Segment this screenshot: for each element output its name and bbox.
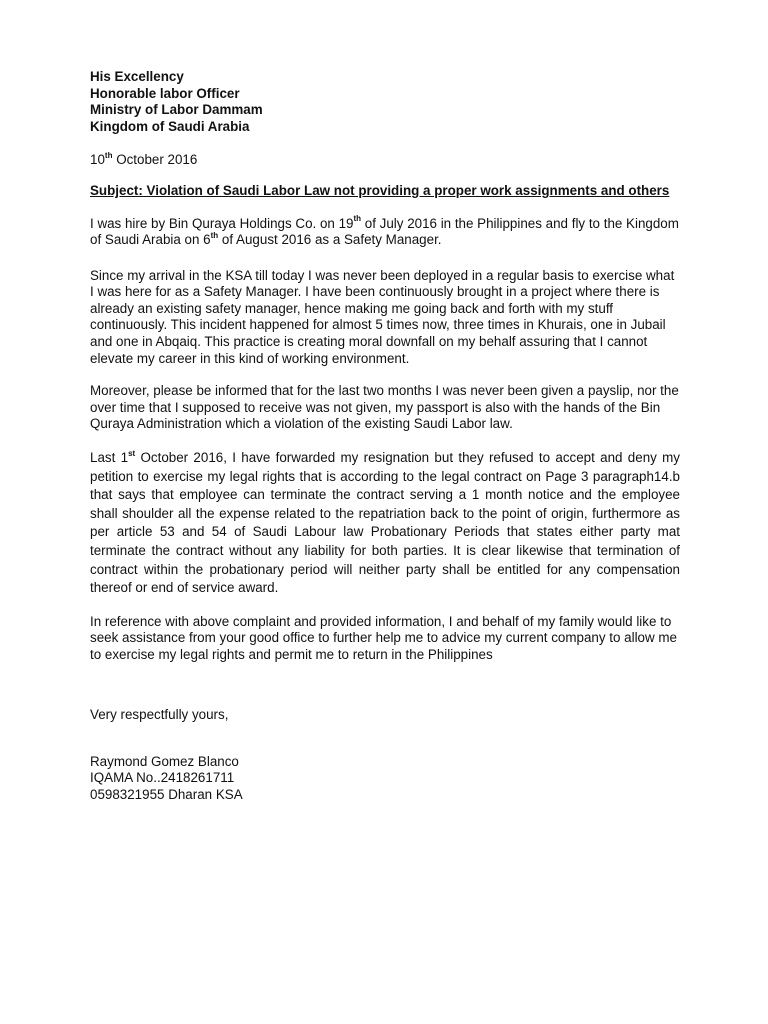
recipient-block bbox=[90, 69, 680, 135]
ordinal-suffix: th bbox=[353, 214, 362, 224]
recipient-country: Kingdom of Saudi Arabia bbox=[90, 118, 250, 134]
contact-line: 0598321955 Dharan KSA bbox=[90, 786, 243, 802]
recipient-officer: Honorable labor Officer bbox=[90, 85, 240, 101]
paragraph-employment bbox=[90, 216, 680, 249]
letter-body bbox=[90, 69, 680, 803]
paragraph-resignation bbox=[90, 449, 680, 598]
letter-date bbox=[90, 152, 680, 168]
signer-name: Raymond Gomez Blanco bbox=[90, 754, 239, 770]
closing-line: Very respectfully yours, bbox=[90, 706, 229, 722]
recipient-title: His Excellency bbox=[90, 69, 184, 84]
paragraph-resignation-part-b: October 2016, I have forwarded my resignation but they refused to accept and deny my petition to exercise my legal rights that is according to the legal contract on Page 3 paragraph14.b that says that employee can terminate the contract serving a 1 month notice and the employee shall shoulder all the expense related to the repatriation back to the point of origin, furthermore as per article 53 and 54 of Saudi Labour law Probationary Periods that states either party mat terminate the contract without any liability for both parties. It is clear likewise that termination of contract within the probationary period will neither party shall be entitled for any compensation thereof or end of service award. bbox=[90, 450, 680, 596]
signature-block bbox=[90, 754, 680, 803]
subject-line: Subject: Violation of Saudi Labor Law not providing a proper work assignments and others bbox=[90, 183, 670, 198]
date-day: 10 bbox=[90, 152, 105, 167]
paragraph-payslip: Moreover, please be informed that for the last two months I was never been given a payslip, nor the over time that I supposed to receive was not given, my passport is also with the hands of the Bin Quraya Administration which a violation of the existing Saudi Labor law. bbox=[90, 383, 679, 432]
paragraph-request: In reference with above complaint and provided information, I and behalf of my family would like to seek assistance from your good office to further help me to advice my current company to allow me to exercise my legal rights and permit me to return in the Philippines bbox=[90, 613, 677, 662]
paragraph-deployment: Since my arrival in the KSA till today I was never been deployed in a regular basis to exercise what I was here for as a Safety Manager. I have been continuously brought in a project where there is already an existing safety manager, hence making me going back and forth with my stuff continuously. This incident happened for almost 5 times now, three times in Khurais, one in Jubail and one in Abqaiq. This practice is creating moral downfall on my behalf assuring that I cannot elevate my career in this kind of working environment. bbox=[90, 267, 675, 366]
iqama-number: IQAMA No..2418261711 bbox=[90, 770, 235, 786]
paragraph-employment-part-c: of August 2016 as a Safety Manager. bbox=[218, 232, 442, 248]
recipient-ministry: Ministry of Labor Dammam bbox=[90, 102, 263, 117]
date-suffix: th bbox=[104, 150, 113, 160]
ordinal-suffix: th bbox=[210, 230, 219, 240]
ordinal-suffix: st bbox=[128, 448, 136, 458]
paragraph-employment-part-a: I was hire by Bin Quraya Holdings Co. on 19 bbox=[90, 215, 354, 231]
date-rest: October 2016 bbox=[112, 152, 198, 167]
paragraph-employment-part-b: of July 2016 in the Philippines and fly to the Kingdom of Saudi Arabia on 6 bbox=[90, 215, 679, 248]
paragraph-resignation-part-a: Last 1 bbox=[90, 450, 129, 466]
